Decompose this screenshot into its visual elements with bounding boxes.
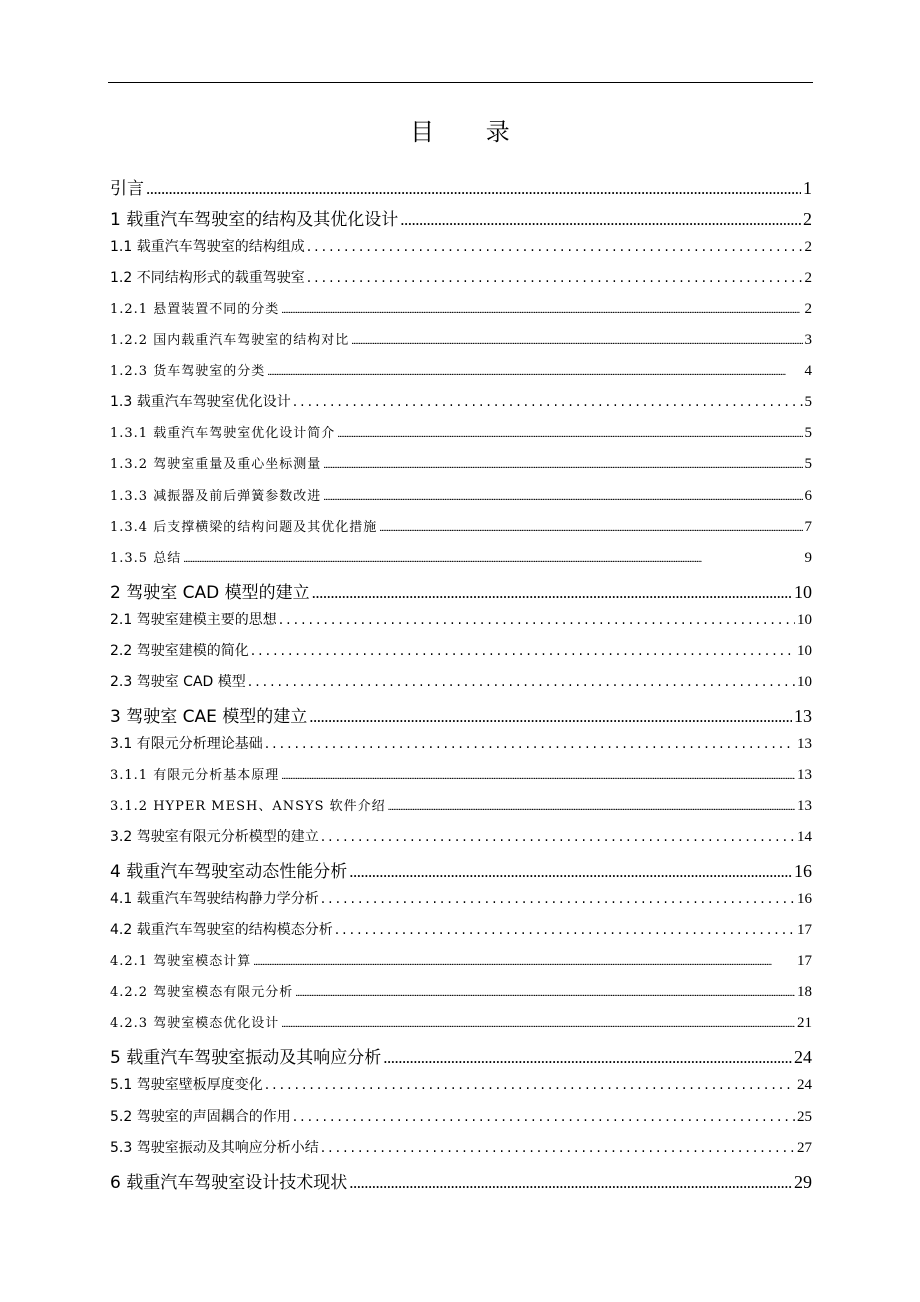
toc-entry-label: 4.2 载重汽车驾驶室的结构模态分析	[110, 922, 333, 939]
toc-dot-leader	[388, 801, 795, 813]
toc-entry-label: 2.3 驾驶室 CAD 模型	[110, 673, 246, 690]
page-title: 目 录	[410, 118, 532, 146]
toc-entry-label: 1.2.1 悬置装置不同的分类	[110, 302, 280, 318]
toc-entry-label: 4.2.1 驾驶室模态计算	[110, 954, 252, 970]
toc-entry[interactable]	[110, 453, 812, 484]
toc-dot-leader	[400, 210, 801, 230]
toc-dot-leader	[253, 956, 795, 968]
toc-entry-page: 5	[804, 394, 812, 411]
toc-entry-page: 13	[797, 735, 812, 752]
toc-dot-leader	[335, 922, 795, 938]
toc-entry-label: 3.1.2 HYPER MESH、ANSYS 软件介绍	[110, 799, 386, 814]
toc-dot-leader	[323, 491, 802, 503]
toc-entry-page: 2	[804, 270, 812, 287]
toc-entry[interactable]	[110, 764, 812, 795]
toc-dot-leader	[323, 459, 802, 471]
toc-entry-label: 引言	[110, 179, 144, 199]
toc-dot-leader	[309, 707, 792, 727]
toc-entry[interactable]	[110, 236, 812, 267]
toc-entry[interactable]	[110, 857, 812, 888]
toc-entry[interactable]	[110, 516, 812, 547]
toc-entry-page: 27	[797, 1139, 812, 1156]
toc-entry[interactable]	[110, 329, 812, 360]
toc-dot-leader	[248, 674, 795, 690]
toc-entry-label: 4.1 载重汽车驾驶结构静力学分析	[110, 891, 319, 908]
toc-entry-page: 14	[797, 829, 812, 846]
toc-dot-leader	[379, 522, 802, 534]
toc-entry-label: 1.3.3 减振器及前后弹簧参数改进	[110, 488, 322, 504]
toc-dot-leader	[312, 583, 792, 603]
toc-entry-label: 1.2 不同结构形式的载重驾驶室	[110, 270, 305, 287]
toc-entry[interactable]	[110, 981, 812, 1012]
toc-entry[interactable]	[110, 422, 812, 453]
toc-entry-label: 1.1 载重汽车驾驶室的结构组成	[110, 239, 305, 256]
toc-entry[interactable]	[110, 1168, 812, 1199]
toc-entry[interactable]	[110, 174, 812, 205]
toc-entry-label: 5.2 驾驶室的声固耦合的作用	[110, 1108, 291, 1125]
toc-entry-page: 17	[797, 953, 812, 970]
toc-dot-leader	[351, 335, 802, 347]
toc-entry-page: 4	[804, 363, 812, 380]
toc-dot-leader	[321, 891, 795, 907]
toc-entry-page: 25	[797, 1108, 812, 1125]
toc-entry-label: 4.2.3 驾驶室模态优化设计	[110, 1016, 280, 1032]
toc-entry-label: 1.2.2 国内载重汽车驾驶室的结构对比	[110, 333, 350, 349]
toc-entry-page: 5	[804, 456, 812, 473]
toc-entry[interactable]	[110, 360, 812, 391]
toc-entry-page: 13	[797, 798, 812, 814]
toc-entry[interactable]	[110, 578, 812, 609]
toc-entry[interactable]	[110, 1137, 812, 1168]
toc-dot-leader	[251, 643, 795, 659]
toc-dot-leader	[265, 1077, 795, 1093]
toc-entry-label: 1 载重汽车驾驶室的结构及其优化设计	[110, 210, 399, 231]
toc-entry[interactable]	[110, 1074, 812, 1105]
toc-entry[interactable]	[110, 1106, 812, 1137]
toc-dot-leader	[349, 1173, 792, 1193]
toc-dot-leader	[146, 179, 801, 199]
toc-entry-page: 13	[794, 705, 812, 726]
toc-entry[interactable]	[110, 485, 812, 516]
toc-dot-leader	[293, 394, 803, 410]
toc-entry-label: 1.3 载重汽车驾驶室优化设计	[110, 394, 291, 411]
toc-entry-label: 3.1 有限元分析理论基础	[110, 735, 263, 752]
toc-entry-page: 21	[797, 1015, 812, 1032]
toc-entry-page: 16	[797, 891, 812, 908]
toc-entry-label: 3.1.1 有限元分析基本原理	[110, 767, 280, 783]
toc-dot-leader	[265, 736, 795, 752]
toc-entry-label: 4 载重汽车驾驶室动态性能分析	[110, 862, 348, 883]
toc-entry-page: 5	[804, 425, 812, 442]
toc-entry-page: 2	[803, 209, 812, 230]
toc-entry-label: 1.2.3 货车驾驶室的分类	[110, 364, 266, 380]
toc-entry-page: 16	[794, 861, 812, 882]
toc-entry-page: 10	[794, 581, 812, 602]
toc-entry[interactable]	[110, 671, 812, 702]
toc-dot-leader	[267, 366, 802, 378]
toc-dot-leader	[293, 1109, 795, 1125]
toc-entry[interactable]	[110, 267, 812, 298]
toc-entry-page: 2	[804, 239, 812, 256]
toc-entry[interactable]	[110, 609, 812, 640]
toc-entry-page: 24	[794, 1047, 812, 1068]
toc-dot-leader	[321, 1140, 795, 1156]
toc-entry-label: 1.3.2 驾驶室重量及重心坐标测量	[110, 457, 322, 473]
toc-entry-label: 2.1 驾驶室建模主要的思想	[110, 611, 277, 628]
toc-dot-leader	[281, 304, 802, 316]
toc-dot-leader	[307, 270, 803, 286]
toc-entry[interactable]	[110, 205, 812, 236]
toc-entry-page: 9	[804, 549, 812, 566]
toc-entry-page: 3	[804, 332, 812, 349]
toc-entry[interactable]	[110, 298, 812, 329]
toc-dot-leader	[281, 1018, 795, 1030]
toc-entry-page: 10	[797, 611, 812, 628]
toc-entry-label: 6 载重汽车驾驶室设计技术现状	[110, 1172, 348, 1193]
toc-entry[interactable]	[110, 1012, 812, 1043]
toc-entry[interactable]	[110, 547, 812, 578]
toc-entry-label: 1.3.1 载重汽车驾驶室优化设计简介	[110, 426, 336, 442]
toc-dot-leader	[279, 612, 795, 628]
toc-entry[interactable]	[110, 1043, 812, 1074]
toc-dot-leader	[349, 862, 792, 882]
toc-entry-page: 13	[797, 766, 812, 783]
toc-entry-page: 10	[797, 673, 812, 690]
toc-entry-page: 29	[794, 1171, 812, 1192]
toc-entry[interactable]	[110, 888, 812, 919]
toc-entry-page: 18	[797, 984, 812, 1001]
toc-entry[interactable]	[110, 391, 812, 422]
toc-dot-leader	[183, 553, 802, 565]
toc-dot-leader	[295, 987, 795, 999]
toc-entry[interactable]	[110, 702, 812, 733]
toc-entry-label: 2 驾驶室 CAD 模型的建立	[110, 582, 310, 603]
toc-entry-label: 3 驾驶室 CAE 模型的建立	[110, 706, 308, 727]
toc-entry[interactable]	[110, 826, 812, 857]
toc-entry[interactable]	[110, 950, 812, 981]
toc-entry-page: 10	[797, 642, 812, 659]
toc-entry-page: 17	[797, 922, 812, 939]
toc-entry-label: 1.3.4 后支撑横梁的结构问题及其优化措施	[110, 519, 378, 535]
toc-entry-label: 4.2.2 驾驶室模态有限元分析	[110, 985, 294, 1001]
toc-entry[interactable]	[110, 640, 812, 671]
toc-dot-leader	[307, 239, 803, 255]
toc-entry-label: 5.1 驾驶室壁板厚度变化	[110, 1077, 263, 1094]
toc-entry-label: 1.3.5 总结	[110, 550, 182, 566]
header-rule	[108, 82, 813, 83]
toc-dot-leader	[281, 770, 795, 782]
toc-dot-leader	[321, 829, 795, 845]
toc-entry-label: 5 载重汽车驾驶室振动及其响应分析	[110, 1048, 382, 1069]
toc-entry-page: 6	[804, 487, 812, 504]
toc-entry-label: 5.3 驾驶室振动及其响应分析小结	[110, 1139, 319, 1156]
toc-entry[interactable]	[110, 795, 812, 826]
toc-dot-leader	[383, 1048, 792, 1068]
toc-dot-leader	[337, 428, 802, 440]
toc-entry-page: 24	[797, 1077, 812, 1094]
toc-entry[interactable]	[110, 733, 812, 764]
toc-entry-page: 1	[803, 178, 812, 198]
toc-entry-page: 7	[804, 518, 812, 535]
toc-entry-label: 2.2 驾驶室建模的简化	[110, 642, 249, 659]
toc-entry[interactable]	[110, 919, 812, 950]
toc-entry-page: 2	[804, 301, 812, 318]
toc-entry-label: 3.2 驾驶室有限元分析模型的建立	[110, 829, 319, 846]
